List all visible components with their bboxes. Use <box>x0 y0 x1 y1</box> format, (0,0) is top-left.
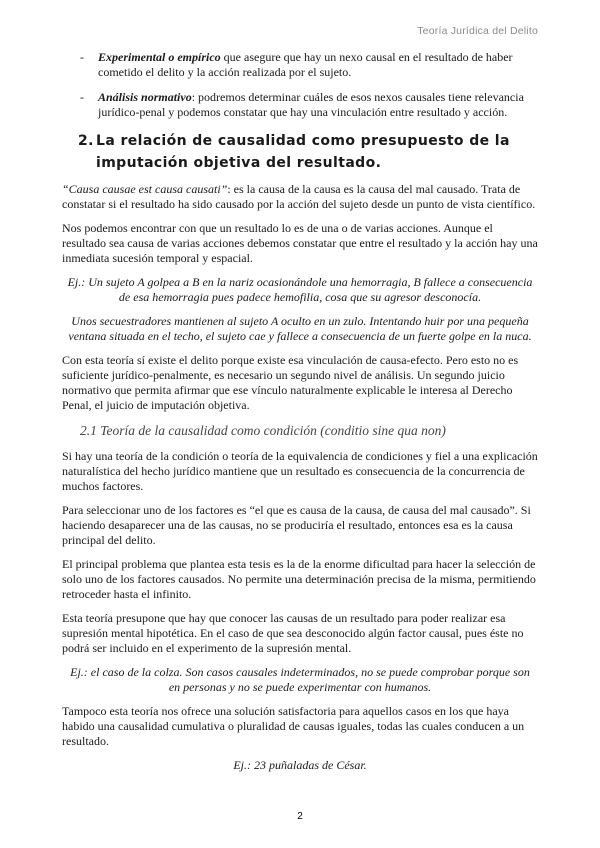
latin-quote: “Causa causae est causa causati” <box>62 182 228 196</box>
paragraph: Para seleccionar uno de los factores es “el que es causa de la causa, de causa del mal causado”. Si haciendo desaparecer una de las causas, no se produciría el resultado, entonces esa es la causa principal del delito. <box>62 503 531 547</box>
page-number: 2 <box>297 811 303 822</box>
example: Ej.: Un sujeto A golpea a B en la nariz ocasionándole una hemorragia, B fallece a consecuencia de esa hemorragia pues padece hemofilia, cosa que su agresor desconocía. <box>67 275 533 304</box>
paragraph: Tampoco esta teoría nos ofrece una solución satisfactoria para aquellos casos en los que haya habido una causalidad cumulativa o pluralidad de causas iguales, todas las cuales conducen a un resultado. <box>62 704 525 748</box>
bullet-term: Experimental o empírico <box>98 50 221 64</box>
paragraph: Esta teoría presupone que hay que conocer las causas de un resultado para poder realizar esa supresión mental hipotética. En el caso de que sea desconocido algún factor causal, pues éste no podrá ser incluido en el experimento de la supresión mental. <box>62 611 524 655</box>
section-title: La relación de causalidad como presupuesto de la imputación objetiva del resultado. <box>96 133 510 171</box>
paragraph-text: : es la causa de la causa es la causa del mal causado. Trata de constatar si el resultado ha sido causado por la acción del sujeto desde un punto de vista científico. <box>62 182 536 211</box>
example: Ej.: el caso de la colza. Son casos causales indeterminados, no se puede comprobar porque son en personas y no se puede experimentar con humanos. <box>70 665 530 694</box>
paragraph: Con esta teoría sí existe el delito porque existe esa vinculación de causa-efecto. Pero esto no es suficiente jurídico-penalmente, es necesario un segundo nivel de análisis. Un segundo juicio normativo que permita afirmar que ese vínculo naturalmente explicable le interesa al Derecho Penal, el juicio de imputación objetiva. <box>62 353 519 412</box>
bullet-text: que asegure que hay un nexo causal en el resultado de haber cometido el delito y la acción realizada por el sujeto. <box>98 50 513 79</box>
example: Ej.: 23 puñaladas de César. <box>233 758 367 772</box>
bullet-dash: - <box>80 90 84 104</box>
section-heading <box>62 130 538 174</box>
section-number: 2. <box>78 133 94 149</box>
list-item <box>62 50 538 80</box>
bullet-term: Análisis normativo <box>98 90 192 104</box>
running-header: Teoría Jurídica del Delito <box>417 25 538 37</box>
paragraph: El principal problema que plantea esta tesis es la de la enorme dificultad para hacer la selección de solo uno de los factores causados. No permite una determinación precisa de la misma, permitiendo retroceder hasta el infinito. <box>62 557 536 601</box>
page-body <box>62 50 538 782</box>
bullet-text: : podremos determinar cuáles de esos nexos causales tiene relevancia jurídico-penal y podemos constatar que hay una vinculación entre resultado y acción. <box>98 90 524 119</box>
list-item <box>62 90 538 120</box>
paragraph: Nos podemos encontrar con que un resultado lo es de una o de varias acciones. Aunque el resultado sea causa de varias acciones debemos constatar que entre el resultado y la acción hay una inmediata sucesión temporal y espacial. <box>62 221 538 265</box>
example: Unos secuestradores mantienen al sujeto A oculto en un zulo. Intentando huir por una pequeña ventana situada en el techo, el sujeto cae y fallece a consecuencia de un fuerte golpe en la nuca. <box>68 314 532 343</box>
subsection-heading: 2.1 Teoría de la causalidad como condición (conditio sine qua non) <box>80 423 446 438</box>
paragraph <box>62 182 538 212</box>
bullet-dash: - <box>80 50 84 64</box>
paragraph: Si hay una teoría de la condición o teoría de la equivalencia de condiciones y fiel a una explicación naturalística del hecho jurídico mantiene que un resultado es consecuencia de la concurrencia de muchos factores. <box>62 449 538 493</box>
